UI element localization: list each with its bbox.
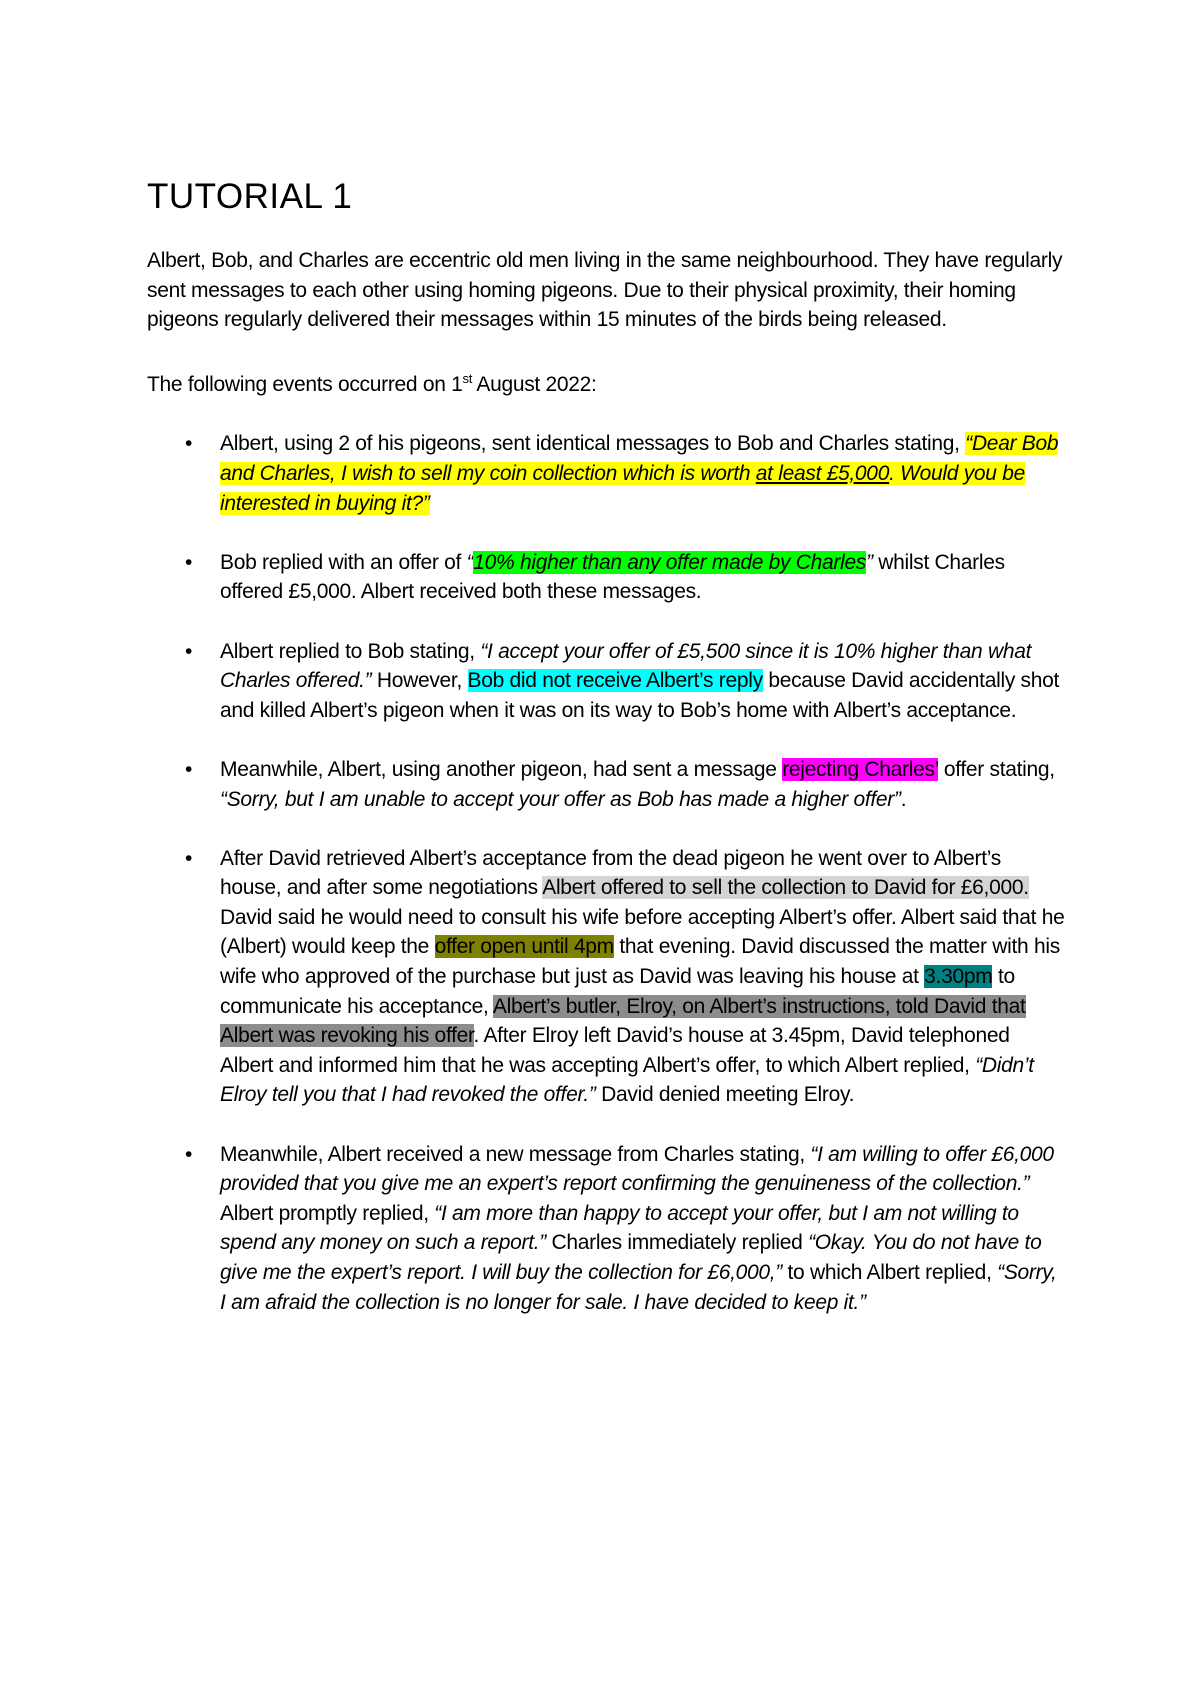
event-text: After David retrieved Albert’s acceptance from the dead pigeon he went over to Albert’s house, and after some negotiations: [220, 846, 1001, 900]
quote-text: “I accept your offer of £5,500 since it is 10% higher than what Charles offered.”: [220, 639, 1032, 693]
bullet-icon: •: [185, 432, 193, 456]
event-text: whilst Charles offered £5,000. Albert received both these messages.: [220, 550, 1005, 604]
quote-text: “I am willing to offer £6,000 provided that you give me an expert’s report confirming the genuineness of the collection.”: [220, 1142, 1054, 1196]
event-text: Charles immediately replied: [546, 1231, 809, 1255]
highlight-text: Bob did not receive Albert’s reply: [467, 669, 763, 693]
quote-text: “Sorry, I am afraid the collection is no longer for sale. I have decided to keep it.”: [220, 1261, 1057, 1314]
list-item: [147, 637, 1067, 726]
quote-text: “I am more than happy to accept your offer, but I am not willing to spend any money on such a report.”: [220, 1201, 1019, 1255]
events-intro-paragraph: [147, 364, 1067, 400]
list-item: [147, 755, 1067, 814]
events-intro-text: The following events occurred on 1: [147, 373, 463, 397]
highlight-text: Albert offered to sell the collection to David for £6,000.: [542, 876, 1029, 900]
event-text: Meanwhile, Albert received a new message from Charles stating,: [220, 1142, 811, 1166]
ordinal-suffix: st: [462, 371, 473, 387]
bullet-icon: •: [185, 639, 193, 663]
event-text: Meanwhile, Albert, using another pigeon, had sent a message: [220, 757, 783, 781]
bullet-icon: •: [185, 550, 193, 574]
bullet-icon: •: [185, 1142, 193, 1166]
event-text: Albert replied to Bob stating,: [220, 639, 481, 663]
bullet-icon: •: [185, 757, 193, 781]
quote-text: “Sorry, but I am unable to accept your offer as Bob has made a higher offer”: [220, 787, 901, 811]
page-title: TUTORIAL 1: [147, 177, 353, 216]
document-body: [147, 176, 1067, 1347]
event-text: David said he would need to consult his wife before accepting Albert’s offer. Albert said that he (Albert) would keep the: [220, 905, 1065, 959]
highlight-text: offer open until 4pm: [434, 935, 614, 959]
events-intro-date: August 2022:: [472, 373, 597, 397]
event-text: Albert, using 2 of his pigeons, sent identical messages to Bob and Charles stating,: [220, 432, 966, 456]
list-item: [147, 548, 1067, 607]
event-text: However,: [371, 669, 468, 693]
bullet-icon: •: [185, 846, 193, 870]
highlight-offer-text: 10% higher than any offer made by Charles: [473, 550, 867, 574]
highlight-text: Albert’s butler, Elroy, on Albert’s instructions, told David that Albert was revoking his offer: [220, 994, 1026, 1048]
quote-text: . Would you be interested in buying it?”: [220, 461, 1025, 515]
quote-text: “Dear Bob and Charles, I wish to sell my coin collection which is worth: [220, 432, 1059, 485]
list-item: [147, 1140, 1067, 1318]
list-item: [147, 429, 1067, 518]
quote-mark: “: [466, 550, 474, 574]
event-text: .: [900, 787, 907, 811]
intro-paragraph: Albert, Bob, and Charles are eccentric old men living in the same neighbourhood. They have regularly sent messages to each other using homing pigeons. Due to their physical proximity, their homing pigeons regularly delivered their messages within 15 minutes of the birds being released.: [147, 249, 1063, 332]
events-list: [147, 429, 1067, 1317]
quote-text: “Didn’t Elroy tell you that I had revoked the offer.”: [220, 1053, 1034, 1107]
event-text: Bob replied with an offer of: [220, 550, 467, 574]
event-text: offer stating,: [938, 757, 1055, 781]
underlined-amount: at least £5,000: [755, 461, 890, 485]
event-text: Albert promptly replied,: [220, 1201, 435, 1225]
event-text: to communicate his acceptance,: [220, 965, 1015, 1018]
event-text: that evening. David discussed the matter with his wife who approved of the purchase but just as David was leaving his house at: [220, 935, 1060, 989]
event-text: David denied meeting Elroy.: [595, 1083, 855, 1107]
event-text: to which Albert replied,: [781, 1261, 998, 1284]
event-text: . After Elroy left David’s house at 3.45pm, David telephoned Albert and informed him that he was accepting Albert’s offer, to which Albert replied,: [220, 1024, 1010, 1077]
quote-text: “Okay. You do not have to give me the expert’s report. I will buy the collection for £6,000,”: [220, 1231, 1042, 1284]
highlight-text: rejecting Charles’: [782, 757, 939, 781]
event-text: because David accidentally shot and killed Albert’s pigeon when it was on its way to Bob’s home with Albert’s acceptance.: [220, 669, 1060, 722]
quote-mark: ”: [866, 550, 873, 574]
list-item: [147, 844, 1067, 1110]
highlight-text: 3.30pm: [924, 965, 993, 989]
